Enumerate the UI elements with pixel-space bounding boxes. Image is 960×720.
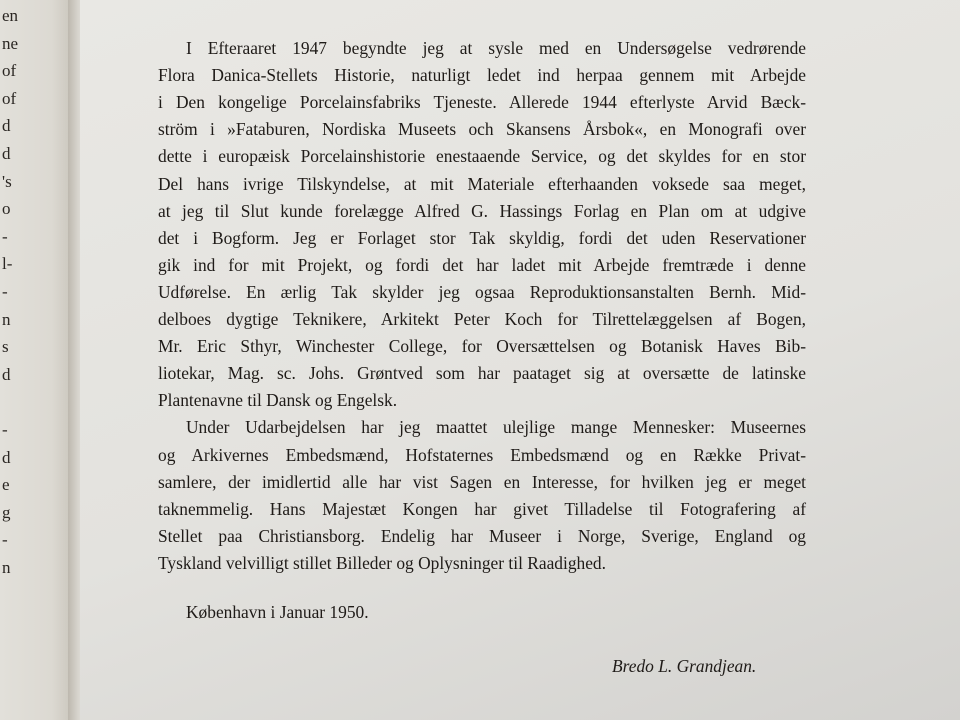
- left-page-fragment: -: [2, 420, 8, 439]
- text-line: det i Bogform. Jeg er Forlaget stor Tak skyldig, fordi det uden Reservationer: [158, 227, 806, 248]
- text-line: Tyskland velvilligt stillet Billeder og Oplysninger til Raadighed.: [158, 552, 606, 573]
- text-line: ström i »Fataburen, Nordiska Museets och Skansens Årsbok«, en Monografi over: [158, 119, 806, 140]
- text-line: i Den kongelige Porcelainsfabriks Tjeneste. Allerede 1944 efterlyste Arvid Bæck-: [158, 92, 806, 113]
- left-page-fragment: e: [2, 475, 10, 495]
- left-page-fragment: o: [2, 199, 11, 219]
- text-line: I Efteraaret 1947 begyndte jeg at sysle med en Undersøgelse vedrørende: [186, 38, 806, 58]
- text-line: at jeg til Slut kunde forelægge Alfred G. Hassings Forlag en Plan om at udgive: [158, 200, 806, 221]
- text-line: Flora Danica-Stellets Historie, naturligt ledet ind herpaa gennem mit Arbejde: [158, 65, 806, 86]
- text-line: liotekar, Mag. sc. Johs. Grøntved som har paataget sig at oversætte de latinske: [158, 363, 806, 384]
- text-line: dette i europæisk Porcelainshistorie enestaaende Service, og det skyldes for en stor: [158, 146, 806, 167]
- left-page-fragment: -: [2, 282, 8, 301]
- left-page-fragment: d: [2, 364, 11, 384]
- text-line: og Arkivernes Embedsmænd, Hofstaternes Embedsmænd og en Række Privat-: [158, 444, 806, 465]
- signature: Bredo L. Grandjean.: [612, 656, 757, 676]
- left-page-fragment: l-: [2, 254, 13, 274]
- left-page-fragment: of: [2, 61, 17, 81]
- left-page-fragment: s: [2, 337, 9, 357]
- text-line: Under Udarbejdelsen har jeg maattet ulejlige mange Mennesker: Museernes: [186, 417, 806, 438]
- left-page-fragment: g: [2, 502, 11, 522]
- left-page-fragment: d: [2, 116, 11, 136]
- left-page-fragment: -: [2, 226, 8, 246]
- text-line: samlere, der imidlertid alle har vist Sagen en Interesse, for hvilken jeg er meget: [158, 471, 806, 492]
- left-page-fragment: -: [2, 530, 8, 550]
- left-page-fragment: n: [2, 309, 11, 329]
- text-line: Plantenavne til Dansk og Engelsk.: [158, 390, 398, 411]
- text-line: gik ind for mit Projekt, og fordi det har ladet mit Arbejde fremtræde i denne: [158, 254, 806, 275]
- left-page-fragment: 's: [2, 171, 12, 191]
- text-line: Del hans ivrige Tilskyndelse, at mit Materiale efterhaanden voksede saa meget,: [158, 173, 806, 194]
- left-page-fragment: of: [2, 88, 17, 108]
- left-page-fragment: en: [2, 6, 19, 25]
- date-line: København i Januar 1950.: [186, 602, 369, 622]
- text-line: taknemmelig. Hans Majestæt Kongen har givet Tilladelse til Fotografering af: [158, 498, 806, 519]
- left-page-fragment: d: [2, 447, 11, 467]
- left-page-fragment: ne: [2, 33, 19, 53]
- text-line: Stellet paa Christiansborg. Endelig har Museer i Norge, Sverige, England og: [158, 525, 806, 546]
- left-page-fragment: d: [2, 144, 11, 163]
- left-page-fragment: n: [2, 558, 11, 577]
- text-line: Udførelse. En ærlig Tak skylder jeg ogsaa Reproduktionsanstalten Bernh. Mid-: [158, 281, 806, 302]
- text-line: Mr. Eric Sthyr, Winchester College, for Oversættelsen og Botanisk Haves Bib-: [158, 336, 806, 357]
- text-line: delboes dygtige Teknikere, Arkitekt Peter Koch for Tilrettelæggelsen af Bogen,: [158, 309, 806, 329]
